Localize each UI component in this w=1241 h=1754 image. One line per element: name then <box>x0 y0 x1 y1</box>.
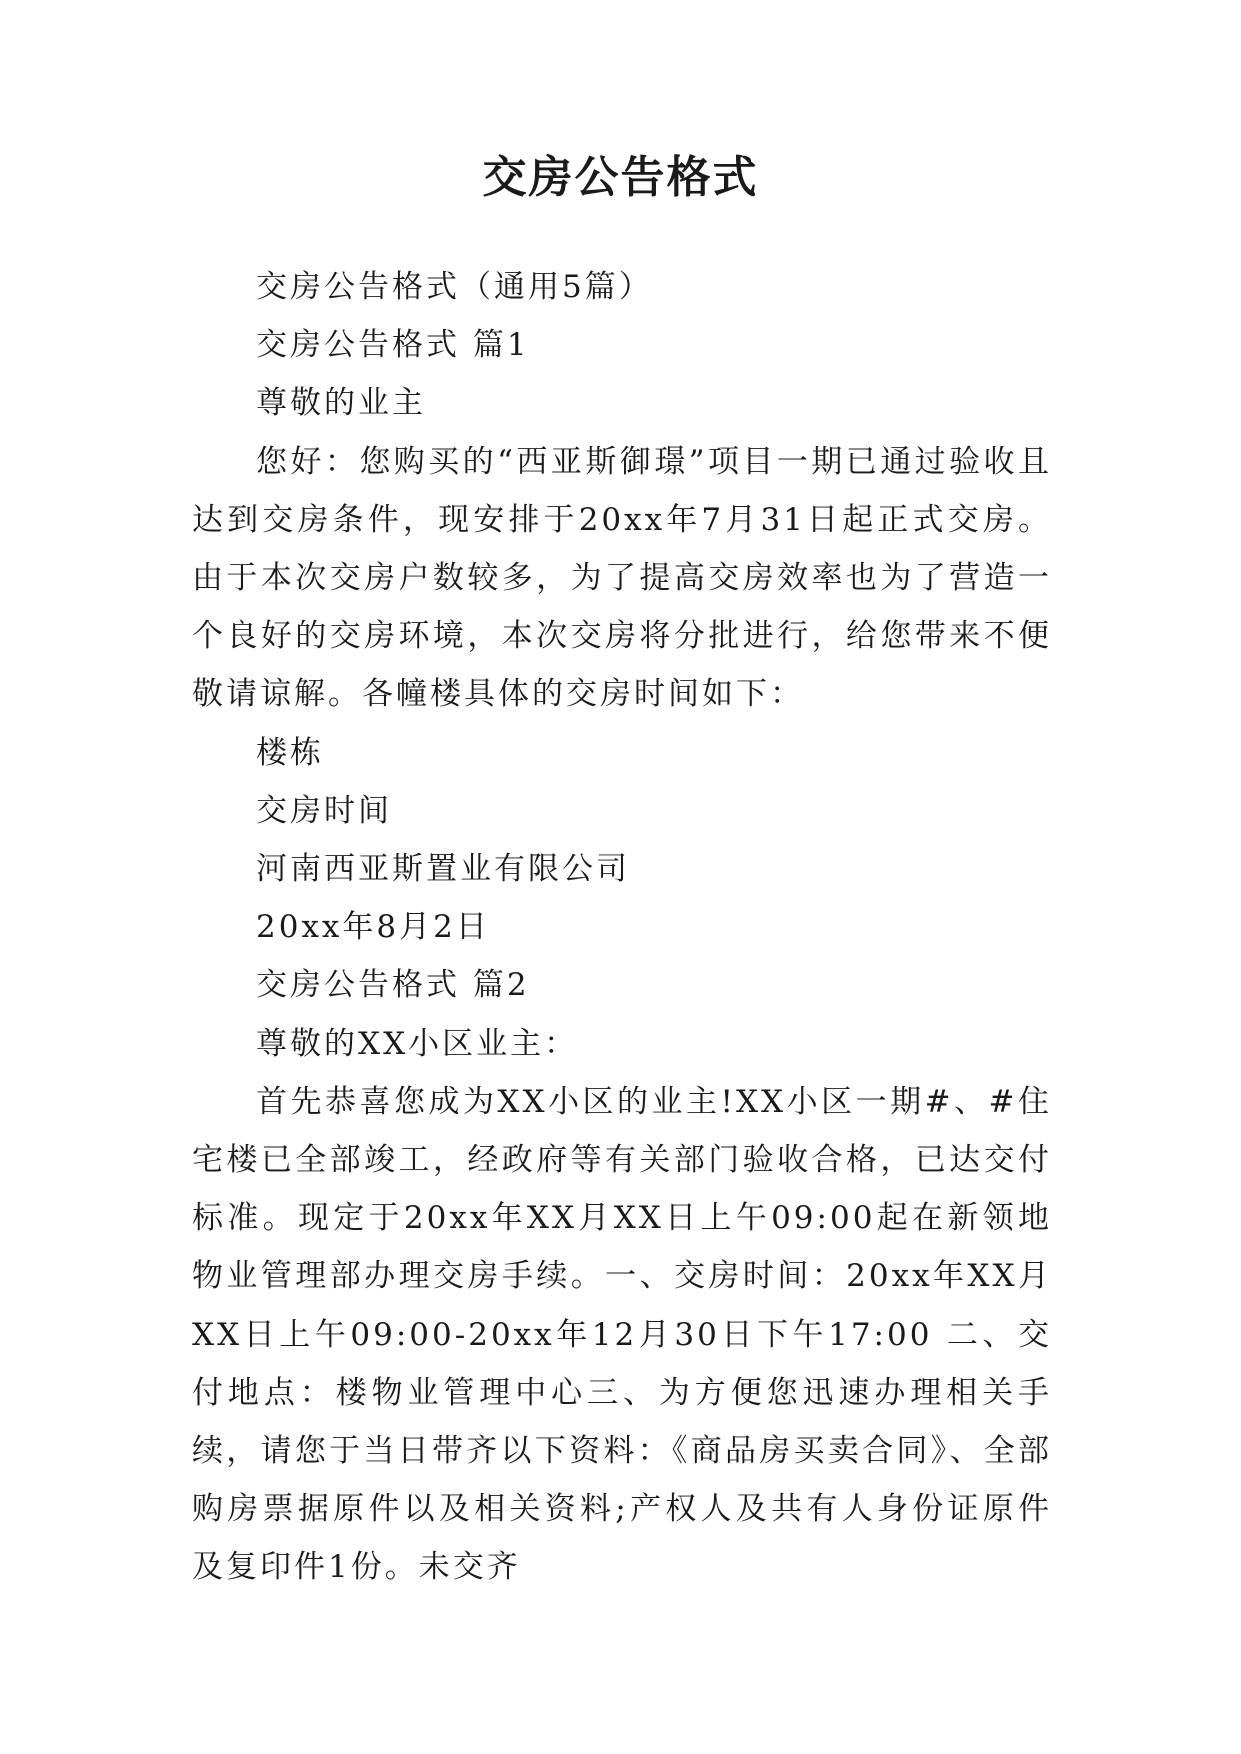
paragraph-signature-date: 20xx年8月2日 <box>256 909 490 946</box>
paragraph-section-heading-1: 交房公告格式 篇1 <box>256 327 530 364</box>
paragraph-subtitle: 交房公告格式（通用5篇） <box>256 269 653 305</box>
paragraph-salutation-2: 尊敬的XX小区业主： <box>256 1025 579 1062</box>
paragraph-body-2: 首先恭喜您成为XX小区的业主!XX小区一期#、#住宅楼已全部竣工，经政府等有关部门验收合格，已达交付标准。现定于20xx年XX月XX日上午09:00起在新领地物业管理部办理交房手续。一、交房时间：20xx年XX月XX日上午09:00-20xx年12月30日下午17:00 二、交付地点：楼物业管理中心三、为方便您迅速办理相关手续，请您于当日带齐以下资料：《商品房买卖合同》、全部购房票据原件以及相关资料;产权人及共有人身份证原件及复印件1份。未交齐 <box>192 1083 1052 1586</box>
paragraph-table-header-building: 楼栋 <box>256 734 324 771</box>
document-body <box>192 258 1052 1597</box>
paragraph-section-heading-2: 交房公告格式 篇2 <box>256 967 530 1004</box>
paragraph-salutation-1: 尊敬的业主 <box>256 385 426 422</box>
paragraph-table-header-time: 交房时间 <box>256 792 392 829</box>
paragraph-body-1: 您好：您购买的“西亚斯御璟”项目一期已通过验收且达到交房条件，现安排于20xx年7月31日起正式交房。由于本次交房户数较多，为了提高交房效率也为了营造一个良好的交房环境，本次交房将分批进行，给您带来不便敬请谅解。各幢楼具体的交房时间如下： <box>192 443 1052 713</box>
document-title: 交房公告格式 <box>482 152 759 203</box>
paragraph-company-signature: 河南西亚斯置业有限公司 <box>256 851 630 888</box>
